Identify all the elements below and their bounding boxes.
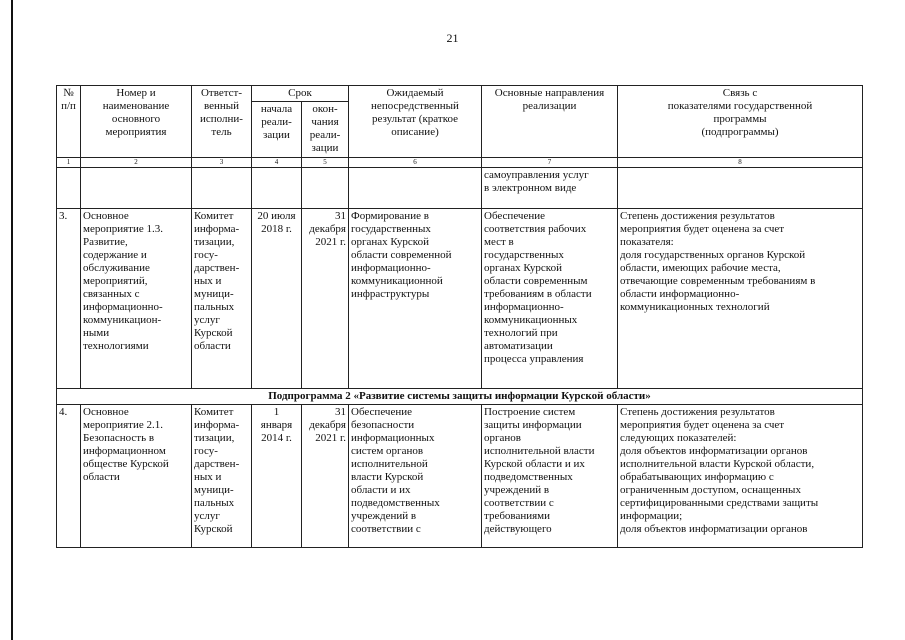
continuation-row: [57, 168, 863, 209]
row4-start: 1 января 2014 г.: [252, 405, 302, 548]
column-index: 8: [618, 158, 863, 168]
subprogram-row: [57, 389, 863, 405]
row4-name: Основное мероприятие 2.1. Безопасность в информационном обществе Курской области: [81, 405, 192, 548]
column-index-row: [57, 158, 863, 168]
table-row: [57, 405, 863, 548]
header-term-start: начала реали- зации: [252, 102, 302, 158]
row3-result: Формирование в государственных органах Курской области современной информационно- коммуникационной инфраструктуры: [349, 209, 482, 389]
row4-end: 31 декабря 2021 г.: [302, 405, 349, 548]
row4-num: 4.: [57, 405, 81, 548]
header-num: № п/п: [57, 86, 81, 158]
header-directions: Основные направления реализации: [482, 86, 618, 158]
row4-link: Степень достижения результатов мероприятия будет оценена за счет следующих показателей: доля объектов информатизации органов исполнительной власти Курской области, обрабатывающих информацию с ограниченным доступом, оснащенных сертифицированными средствами защиты информации; доля объектов информатизации органов: [618, 405, 863, 548]
table-row: [57, 209, 863, 389]
header-executor: Ответст- венный исполни- тель: [192, 86, 252, 158]
row3-num: 3.: [57, 209, 81, 389]
header-link: Связь с показателями государственной программы (подпрограммы): [618, 86, 863, 158]
header-term: Срок: [252, 86, 349, 102]
row4-result: Обеспечение безопасности информационных систем органов исполнительной власти Курской области и их подведомственных учреждений в соответствии с: [349, 405, 482, 548]
subprogram-title: Подпрограмма 2 «Развитие системы защиты информации Курской области»: [57, 389, 863, 405]
row4-directions: Построение систем защиты информации органов исполнительной власти Курской области и их подведомственных учреждений в соответствии с требованиями действующего: [482, 405, 618, 548]
row3-start: 20 июля 2018 г.: [252, 209, 302, 389]
program-table: [56, 85, 863, 548]
column-index: 7: [482, 158, 618, 168]
header-result: Ожидаемый непосредственный результат (краткое описание): [349, 86, 482, 158]
column-index: 5: [302, 158, 349, 168]
column-index: 6: [349, 158, 482, 168]
row4-executor: Комитет информа- тизации, госу- дарствен- ных и муници- пальных услуг Курской: [192, 405, 252, 548]
row3-end: 31 декабря 2021 г.: [302, 209, 349, 389]
row3-name: Основное мероприятие 1.3. Развитие, содержание и обслуживание мероприятий, связанных с информационно- коммуникацион- ными технологиями: [81, 209, 192, 389]
row3-directions: Обеспечение соответствия рабочих мест в государственных органах Курской области современным требованиям в области информационно- коммуникационных технологий при автоматизации процесса управления: [482, 209, 618, 389]
page-number: 21: [446, 31, 459, 45]
column-index: 1: [57, 158, 81, 168]
column-index: 3: [192, 158, 252, 168]
continuation-directions: самоуправления услуг в электронном виде: [482, 168, 618, 209]
row3-executor: Комитет информа- тизации, госу- дарствен- ных и муници- пальных услуг Курской области: [192, 209, 252, 389]
row3-link: Степень достижения результатов мероприятия будет оценена за счет показателя: доля государственных органов Курской области, имеющих рабочие места, отвечающие современным требованиям в области информационно- коммуникационных технологий: [618, 209, 863, 389]
page-edge-line: [11, 0, 13, 640]
header-term-end: окон- чания реали- зации: [302, 102, 349, 158]
header-name: Номер и наименование основного мероприятия: [81, 86, 192, 158]
column-index: 2: [81, 158, 192, 168]
column-index: 4: [252, 158, 302, 168]
